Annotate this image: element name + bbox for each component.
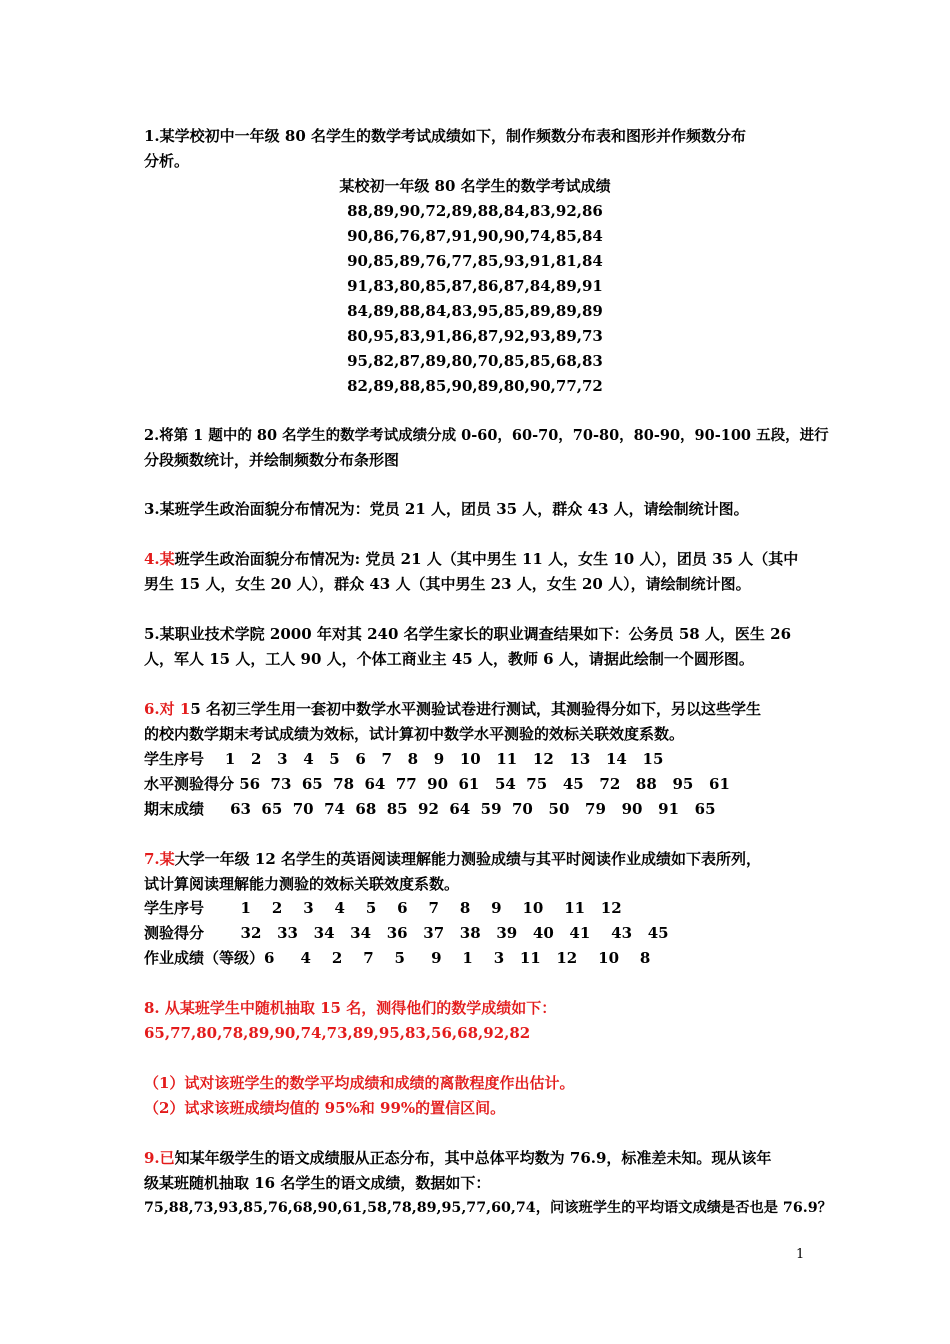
- q6-red-prefix: 6.对 1: [144, 700, 191, 718]
- q7-line2: 试计算阅读理解能力测验的效标关联效度系数。: [144, 875, 460, 893]
- q4-line2: 男生 15 人，女生 20 人），群众 43 人（其中男生 23 人，女生 20 人），请绘制统计图。: [144, 575, 751, 593]
- q7-row-test: 测验得分 32 33 34 34 36 37 38 39 40 41 43 45: [144, 924, 669, 942]
- q8-line1: 8. 从某班学生中随机抽取 15 名，测得他们的数学成绩如下：: [144, 999, 557, 1017]
- q4-red-prefix: 4.某: [144, 550, 175, 568]
- q9-line1: [144, 1146, 824, 1171]
- q8-sub2: （2）试求该班成绩均值的 95%和 99%的置信区间。: [144, 1099, 506, 1117]
- q2-line2: 分段频数统计，并绘制频数分布条形图: [144, 451, 400, 469]
- q9-line1-rest: 知某年级学生的语文成绩服从正态分布，其中总体平均数为 76.9，标准差未知。现从该年: [174, 1149, 772, 1167]
- q6-row-final: 期末成绩 63 65 70 74 68 85 92 64 59 70 50 79 90 91 65: [144, 800, 716, 818]
- q4-line1-rest: 班学生政治面貌分布情况为: 党员 21 人（其中男生 11 人，女生 10 人），团员 35 人（其中: [174, 550, 799, 568]
- q8-sub1: （1）试对该班学生的数学平均成绩和成绩的离散程度作出估计。: [144, 1074, 575, 1092]
- q1-data-row: 84,89,88,84,83,95,85,89,89,89: [347, 302, 603, 320]
- q4-line1: [144, 547, 824, 572]
- q3-line1: 3.某班学生政治面貌分布情况为：党员 21 人，团员 35 人，群众 43 人，请绘制统计图。: [144, 500, 749, 518]
- q6-line1-rest: 5 名初三学生用一套初中数学水平测验试卷进行测试，其测验得分如下，另以这些学生: [190, 700, 761, 718]
- q9-line2: 级某班随机抽取 16 名学生的语文成绩，数据如下：: [144, 1174, 491, 1192]
- q7-row-homework: 作业成绩（等级）6 4 2 7 5 9 1 3 11 12 10 8: [144, 949, 651, 967]
- q9-line3: 75,88,73,93,85,76,68,90,61,58,78,89,95,77,60,74，问该班学生的平均语文成绩是否也是 76.9？: [144, 1200, 832, 1216]
- page-number: 1: [796, 1247, 805, 1262]
- q6-row-test: 水平测验得分 56 73 65 78 64 77 90 61 54 75 45 72 88 95 61: [144, 775, 730, 793]
- q1-table-title: 某校初一年级 80 名学生的数学考试成绩: [339, 177, 611, 195]
- q1-line2: 分析。: [144, 152, 190, 170]
- q1-data-row: 80,95,83,91,86,87,92,93,89,73: [347, 327, 603, 345]
- q1-data-row: 90,85,89,76,77,85,93,91,81,84: [347, 252, 603, 270]
- q1-data-row: 82,89,88,85,90,89,80,90,77,72: [347, 377, 603, 395]
- q1-data-row: 91,83,80,85,87,86,87,84,89,91: [347, 277, 603, 295]
- q5-line2: 人，军人 15 人，工人 90 人，个体工商业主 45 人，教师 6 人，请据此绘制一个圆形图。: [144, 650, 754, 668]
- q6-row-index: 学生序号 1 2 3 4 5 6 7 8 9 10 11 12 13 14 15: [144, 750, 664, 768]
- q5-line1: 5.某职业技术学院 2000 年对其 240 名学生家长的职业调查结果如下：公务员 58 人，医生 26: [144, 625, 792, 643]
- q7-red-prefix: 7.某: [144, 850, 175, 868]
- q7-line1-rest: 大学一年级 12 名学生的英语阅读理解能力测验成绩与其平时阅读作业成绩如下表所列，: [174, 850, 761, 868]
- q1-data-row: 95,82,87,89,80,70,85,85,68,83: [347, 352, 603, 370]
- q8-line2: 65,77,80,78,89,90,74,73,89,95,83,56,68,92,82: [144, 1024, 531, 1042]
- q1-data-row: 88,89,90,72,89,88,84,83,92,86: [347, 202, 603, 220]
- q6-line1: [144, 697, 824, 722]
- q7-line1: [144, 847, 824, 872]
- q6-line2: 的校内数学期末考试成绩为效标，试计算初中数学水平测验的效标关联效度系数。: [144, 725, 685, 743]
- q1-line1: 1.某学校初中一年级 80 名学生的数学考试成绩如下，制作频数分布表和图形并作频数分布: [144, 127, 746, 145]
- q1-data-row: 90,86,76,87,91,90,90,74,85,84: [347, 227, 603, 245]
- q7-row-index: 学生序号 1 2 3 4 5 6 7 8 9 10 11 12: [144, 899, 622, 917]
- q9-red-prefix: 9.已: [144, 1149, 175, 1167]
- q2-line1: 2.将第 1 题中的 80 名学生的数学考试成绩分成 0-60，60-70，70-80，80-90，90-100 五段，进行: [144, 427, 829, 444]
